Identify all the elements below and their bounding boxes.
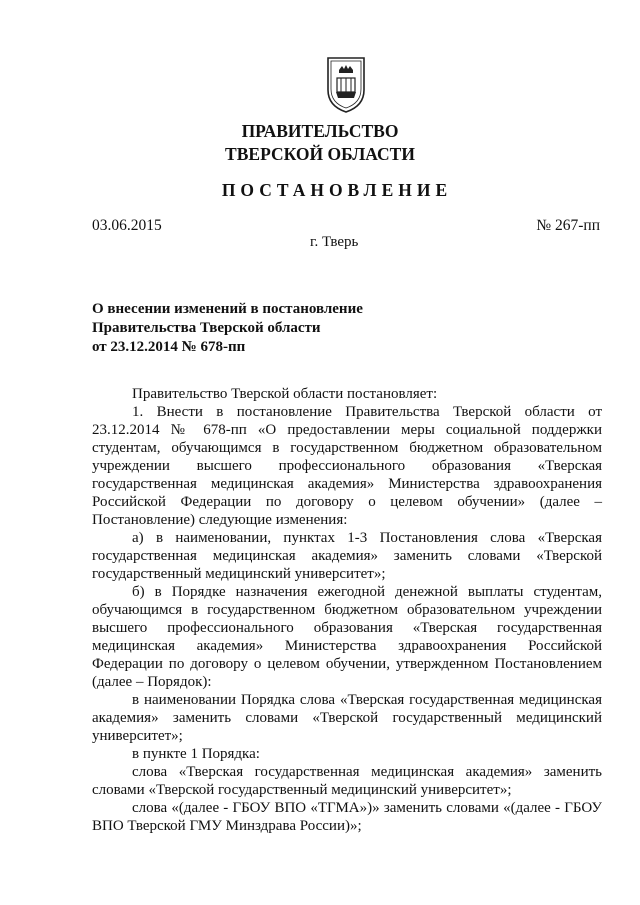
paragraph: б) в Порядке назначения ежегодной денежной выплаты студентам, обучающимся в государственном бюджетном образовательном учреждении высшего профессионального образования «Тверская государственная медицинская академия» Министерства здравоохранения Российской Федерации по договору о целевом обучении, утвержденном Постановлением (далее – Порядок): [92, 584, 602, 690]
paragraph: 1. Внести в постановление Правительства Тверской области от 23.12.2014 № 678-пп «О предоставлении меры социальной поддержки студентам, обучающимся в государственном бюджетном образовательном учреждении высшего профессионального образования «Тверская государственная медицинская академия» Министерства здравоохранения Российской Федерации по договору о целевом обучении» (далее – Постановление) следующие изменения: [92, 404, 602, 528]
document-type: ПОСТАНОВЛЕНИЕ [221, 180, 453, 200]
organization-name [0, 120, 640, 166]
paragraph: в наименовании Порядка слова «Тверская государственная медицинская академия» заменить словами «Тверской государственный медицинский университет»; [92, 692, 602, 744]
subject-line-2: Правительства Тверской области [92, 320, 321, 336]
paragraph: а) в наименовании, пунктах 1-3 Постановления слова «Тверская государственная медицинская академия» заменить словами «Тверской государственный медицинский университет»; [92, 530, 602, 582]
document-date: 03.06.2015 [92, 217, 162, 234]
paragraph: Правительство Тверской области постановляет: [132, 386, 438, 402]
document-number: № 267-пп [536, 217, 600, 234]
paragraph: слова «(далее - ГБОУ ВПО «ТГМА»)» заменить словами «(далее - ГБОУ ВПО Тверской ГМУ Минздрава России)»; [92, 800, 602, 834]
subject-line-1: О внесении изменений в постановление [92, 301, 363, 317]
paragraph: в пункте 1 Порядка: [132, 746, 260, 762]
subject-line-3: от 23.12.2014 № 678-пп [92, 339, 246, 355]
document-body [92, 385, 602, 835]
org-line-1: ПРАВИТЕЛЬСТВО [241, 121, 399, 141]
document-subject [92, 300, 363, 357]
coat-of-arms-icon [326, 56, 366, 114]
org-line-2: ТВЕРСКОЙ ОБЛАСТИ [225, 144, 415, 164]
document-city: г. Тверь [310, 234, 359, 250]
paragraph: слова «Тверская государственная медицинская академия» заменить словами «Тверской государственный медицинский университет»; [92, 764, 602, 798]
